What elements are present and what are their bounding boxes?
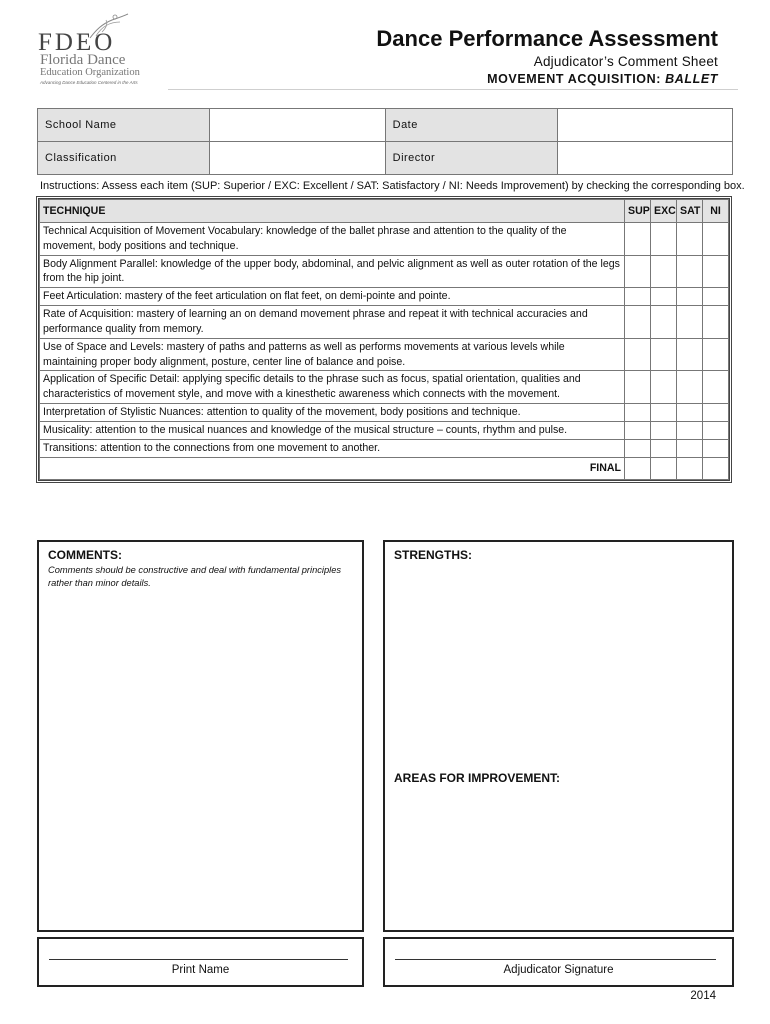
adjudicator-signature-box[interactable] — [383, 937, 734, 987]
sup-checkbox[interactable] — [625, 421, 651, 439]
school-name-field[interactable] — [210, 109, 385, 142]
sat-checkbox[interactable] — [677, 404, 703, 422]
final-sat-checkbox[interactable] — [677, 457, 703, 479]
classification-label: Classification — [38, 142, 210, 175]
criterion-row — [40, 223, 729, 256]
ni-checkbox[interactable] — [703, 288, 729, 306]
column-ni: NI — [703, 200, 729, 223]
final-row — [40, 457, 729, 479]
criterion-row — [40, 404, 729, 422]
criterion-text: Interpretation of Stylistic Nuances: attention to quality of the movement, body positions and technique. — [40, 404, 625, 422]
sup-checkbox[interactable] — [625, 404, 651, 422]
director-field[interactable] — [557, 142, 732, 175]
criterion-text: Musicality: attention to the musical nuances and knowledge of the musical structure – counts, rhythm and pulse. — [40, 421, 625, 439]
exc-checkbox[interactable] — [651, 371, 677, 404]
sup-checkbox[interactable] — [625, 306, 651, 339]
logo-tagline: Advancing Dance Education Centered in the Arts — [40, 80, 138, 85]
print-name-box[interactable] — [37, 937, 364, 987]
acquisition-style: BALLET — [665, 72, 718, 86]
criterion-text: Use of Space and Levels: mastery of paths and patterns as well as performs movements at various levels while maintaining proper body alignment, posture, center line of balance and poise. — [40, 338, 625, 371]
signature-line — [395, 959, 716, 960]
comments-box[interactable] — [37, 540, 364, 932]
technique-section — [36, 196, 732, 483]
ni-checkbox[interactable] — [703, 338, 729, 371]
info-table — [37, 108, 733, 175]
strengths-box[interactable] — [383, 540, 734, 932]
criterion-text: Technical Acquisition of Movement Vocabulary: knowledge of the ballet phrase and attention to the quality of the movement, body positions and technique. — [40, 223, 625, 256]
ni-checkbox[interactable] — [703, 223, 729, 256]
school-name-label: School Name — [38, 109, 210, 142]
criterion-row — [40, 439, 729, 457]
criterion-text: Feet Articulation: mastery of the feet articulation on flat feet, on demi-pointe and pointe. — [40, 288, 625, 306]
criterion-row — [40, 255, 729, 288]
ni-checkbox[interactable] — [703, 306, 729, 339]
exc-checkbox[interactable] — [651, 288, 677, 306]
logo-line-1: Florida Dance — [40, 52, 126, 68]
fdeo-logo — [38, 8, 168, 88]
sup-checkbox[interactable] — [625, 255, 651, 288]
criterion-row — [40, 371, 729, 404]
sat-checkbox[interactable] — [677, 338, 703, 371]
strengths-heading: STRENGTHS: — [394, 548, 472, 562]
sup-checkbox[interactable] — [625, 439, 651, 457]
exc-checkbox[interactable] — [651, 404, 677, 422]
acquisition-label: MOVEMENT ACQUISITION: — [487, 72, 666, 86]
sat-checkbox[interactable] — [677, 288, 703, 306]
exc-checkbox[interactable] — [651, 306, 677, 339]
exc-checkbox[interactable] — [651, 338, 677, 371]
exc-checkbox[interactable] — [651, 255, 677, 288]
exc-checkbox[interactable] — [651, 223, 677, 256]
page-title: Dance Performance Assessment — [376, 26, 718, 51]
criterion-row — [40, 306, 729, 339]
exc-checkbox[interactable] — [651, 439, 677, 457]
criterion-text: Application of Specific Detail: applying specific details to the phrase such as focus, spatial orientation, qualities and characteristics of movement style, and move with a kinesthetic awareness which connects with the movement. — [40, 371, 625, 404]
ni-checkbox[interactable] — [703, 255, 729, 288]
page-subtitle: Adjudicator’s Comment Sheet — [533, 54, 718, 69]
comments-note: Comments should be constructive and deal with fundamental principles rather than minor details. — [48, 565, 342, 588]
date-label: Date — [385, 109, 557, 142]
adjudicator-signature-label: Adjudicator Signature — [503, 964, 614, 976]
sat-checkbox[interactable] — [677, 255, 703, 288]
sup-checkbox[interactable] — [625, 288, 651, 306]
criterion-row — [40, 338, 729, 371]
criterion-text: Transitions: attention to the connections from one movement to another. — [40, 439, 625, 457]
form-year: 2014 — [690, 990, 716, 1002]
sat-checkbox[interactable] — [677, 223, 703, 256]
instructions: Instructions: Assess each item (SUP: Superior / EXC: Excellent / SAT: Satisfactory / NI: Needs Improvement) by checking the corresponding box. — [40, 180, 745, 192]
ni-checkbox[interactable] — [703, 371, 729, 404]
print-name-line — [49, 959, 348, 960]
ni-checkbox[interactable] — [703, 439, 729, 457]
technique-table — [39, 199, 729, 480]
header-divider — [168, 89, 738, 90]
criterion-text: Rate of Acquisition: mastery of learning an on demand movement phrase and repeat it with technical accuracies and performance quality from memory. — [40, 306, 625, 339]
logo-line-2: Education Organization — [40, 67, 140, 78]
column-exc: EXC — [651, 200, 677, 223]
movement-acquisition-heading — [487, 73, 718, 86]
sat-checkbox[interactable] — [677, 421, 703, 439]
criterion-text: Body Alignment Parallel: knowledge of the upper body, abdominal, and pelvic alignment as well as outer rotation of the legs from the hip joint. — [40, 255, 625, 288]
final-label: FINAL — [40, 457, 625, 479]
criterion-row — [40, 288, 729, 306]
date-field[interactable] — [557, 109, 732, 142]
print-name-label: Print Name — [171, 964, 230, 976]
technique-heading: TECHNIQUE — [40, 200, 625, 223]
improvement-heading: AREAS FOR IMPROVEMENT: — [394, 771, 561, 785]
classification-field[interactable] — [210, 142, 385, 175]
sat-checkbox[interactable] — [677, 306, 703, 339]
comments-heading: COMMENTS: — [48, 548, 122, 562]
final-sup-checkbox[interactable] — [625, 457, 651, 479]
final-exc-checkbox[interactable] — [651, 457, 677, 479]
ni-checkbox[interactable] — [703, 404, 729, 422]
exc-checkbox[interactable] — [651, 421, 677, 439]
sup-checkbox[interactable] — [625, 338, 651, 371]
column-sat: SAT — [677, 200, 703, 223]
sup-checkbox[interactable] — [625, 223, 651, 256]
ni-checkbox[interactable] — [703, 421, 729, 439]
column-sup: SUP — [625, 200, 651, 223]
logo-acronym: FDEO — [38, 29, 116, 56]
director-label: Director — [385, 142, 557, 175]
sup-checkbox[interactable] — [625, 371, 651, 404]
sat-checkbox[interactable] — [677, 371, 703, 404]
final-ni-checkbox[interactable] — [703, 457, 729, 479]
criterion-row — [40, 421, 729, 439]
sat-checkbox[interactable] — [677, 439, 703, 457]
